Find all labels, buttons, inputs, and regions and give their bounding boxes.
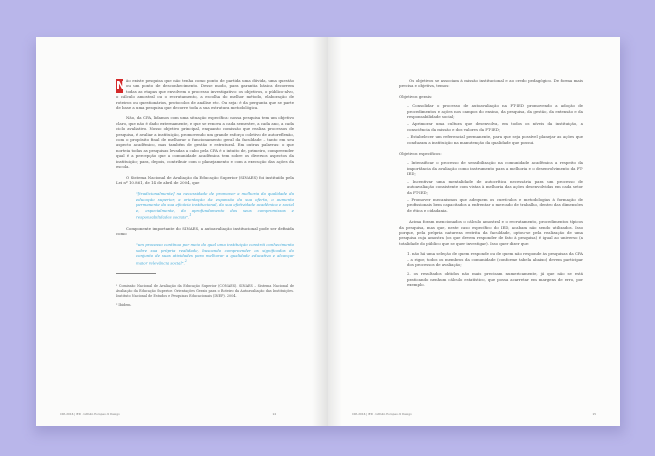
right-page — [328, 37, 620, 426]
specific-item: – Incentivar uma mentalidade de autocrítica necessária para um processo de autoavaliação consistente com vistas à melhoria das ações desenvolvidas em cada setor da FT-IED; — [407, 178, 583, 195]
quote-1-text: "[tradicionalmente] na necessidade de promover a melhoria da qualidade da educação superior, a orientação da expansão da sua oferta, o aumento permanente da sua eficácia institucional, da sua efetividade acadêmica e social e, especialmente, do aprofundamento dos seus compromissos e responsabilidades sociais". — [136, 191, 294, 220]
right-text-column — [399, 78, 583, 292]
quote-2 — [136, 242, 294, 265]
paragraph-2: Não, da CPA, lidamos com uma situação específica: nossa pesquisa tem um objetivo claro, que não é dado externamente, e que se renova a cada semestre, a cada ano, a cada ciclo avaliativo. Nosso objetivo principal, enquanto comissão que realiza processos de pesquisa, é avaliar a instituição, promovendo um grande esforço coletivo de autoreflexão, com o propósito final de melhorar o funcionamento geral da faculdade – tanto em seu aspecto acadêmico, mas também de gestão e estrutural. Em outras palavras: o que norteia todas as pesquisas levadas a cabo pela CPA é o intuito de, primeiro, compreender qual é a percepção que a comunidade acadêmica tem sobre os diversos aspectos da instituição; para, depois, contribuir com o planejamento e com a execução das ações da escola. — [116, 115, 294, 170]
general-objectives-heading: Objetivos gerais: — [399, 93, 433, 99]
left-footer-text: CPA 2016 | IED · Istituto Europeo di Design — [60, 412, 120, 416]
general-item: – Aprimorar uma cultura que desenvolva, em todos os níveis da instituição, a consciência da missão e dos valores da FT-IED; — [407, 121, 583, 132]
general-item: – Consolidar o processo de autoavaliação na FT-IED promovendo a adoção de procedimentos e ações nos campos do ensino, da pesquisa, da gestão, da extensão e da responsabilidade social; — [407, 103, 583, 120]
footnote-2: ² Ibidem. — [116, 303, 132, 308]
footnote-ref-1: 1 — [189, 212, 192, 217]
footnote-ref-2: 2 — [184, 258, 187, 263]
specific-item: – Promover mecanismos que adequem os currículos e metodologias à formação de profissionais bem capacitados a enfrentar o mercado de trabalho, dentro das dimensões de ética e cidadania. — [407, 196, 583, 213]
left-text-column — [116, 78, 294, 313]
sampling-paragraph: Acima foram mencionados o cálculo amostral e o recrutamento, procedimentos típicos da pesquisa, mas que, neste caso específico do IED, acabam não sendo utilizados. Isso porque, pela própria natureza restrita da faculdade, optou-se pela realização de uma pesquisa cuja amostra (os que devem responder de fato à pesquisa) é igual ao universo (a totalidade do público que se quer investigar). Isso quer dizer que: — [399, 219, 583, 246]
right-page-number: 15 — [592, 412, 596, 416]
specific-objectives-heading: Objetivos específicos: — [399, 151, 442, 157]
quote-1 — [136, 191, 294, 219]
right-footer-text: CPA 2016 | IED · Istituto Europeo di Design — [352, 412, 412, 416]
paragraph-4: Componente importante do SINAES, a autoavaliação institucional pode ser definida como — [116, 225, 294, 237]
left-page-number: 14 — [272, 412, 276, 416]
paragraph-3: O Sistema Nacional de Avaliação da Educação Superior (SINAES) foi instituído pela Lei nº 10.861, de 14 de abril de 2004, que — [116, 174, 294, 185]
intro-paragraph: Os objetivos se associam à missão institucional e ao credo pedagógico. De forma mais precisa e objetiva, temos: — [399, 78, 583, 89]
right-page-gutter — [328, 37, 342, 426]
numbered-item: 1. não há uma seleção de quem responde ou de quem não responde às pesquisas da CPA – a rigor, todos os membros da comunidade (conforme tabela abaixo) devem participar dos processos de avaliação; — [407, 251, 583, 267]
footnote-1: ¹ Comissão Nacional de Avaliação da Educação Superior (CONAES). SINAES – Sistema Nacional de Avaliação da Educação Superior. Orientações Gerais para o Roteiro da Autoavaliação das Instituições. Instituto Nacional de Estudos e Pesquisas Educacionais (INEP). 2004. — [116, 284, 294, 298]
paragraph-1-text: ão existe pesquisa que não tenha como ponto de partida uma dúvida, uma questão ou um ponto de desconhecimento. Desse modo, para garantia básica decorrem todas as etapas que envolvem o processo investigativo: os objetivos, o público-alvo, o cálculo amostral ou o recrutamento, a escolha do melhor método, elaboração de roteiros ou questionários, protocolos de análise etc. Ou seja: é da pergunta que se parte de base a uma pesquisa que decorre toda a sua estrutura metodológica. — [116, 78, 294, 111]
footnote-divider — [116, 273, 156, 274]
numbered-item: 2. os resultados obtidos não mais precisam numericamente, já que não se está praticando nenhum cálculo estatístico, que possa acarretar em margens de erro, por exemplo. — [407, 271, 583, 288]
left-page — [36, 37, 328, 426]
dropcap: N — [116, 79, 126, 92]
left-page-gutter — [312, 37, 328, 426]
specific-item: – Intensificar o processo de sensibilização na comunidade acadêmica a respeito da importância da avaliação como instrumento para a melhoria e o desenvolvimento da FT-IED; — [407, 160, 583, 177]
paragraph-1 — [116, 78, 294, 110]
general-item: – Estabelecer um referencial permanente, para que seja possível planejar as ações que conduzam a instituição na manutenção da qualidade que possui. — [407, 134, 583, 145]
quote-2-text: "um processo contínuo por meio do qual uma instituição constrói conhecimento sobre sua própria realidade, buscando compreender os significados do conjunto de suas atividades para melhorar a qualidade educativa e alcançar maior relevância social". — [136, 242, 294, 265]
